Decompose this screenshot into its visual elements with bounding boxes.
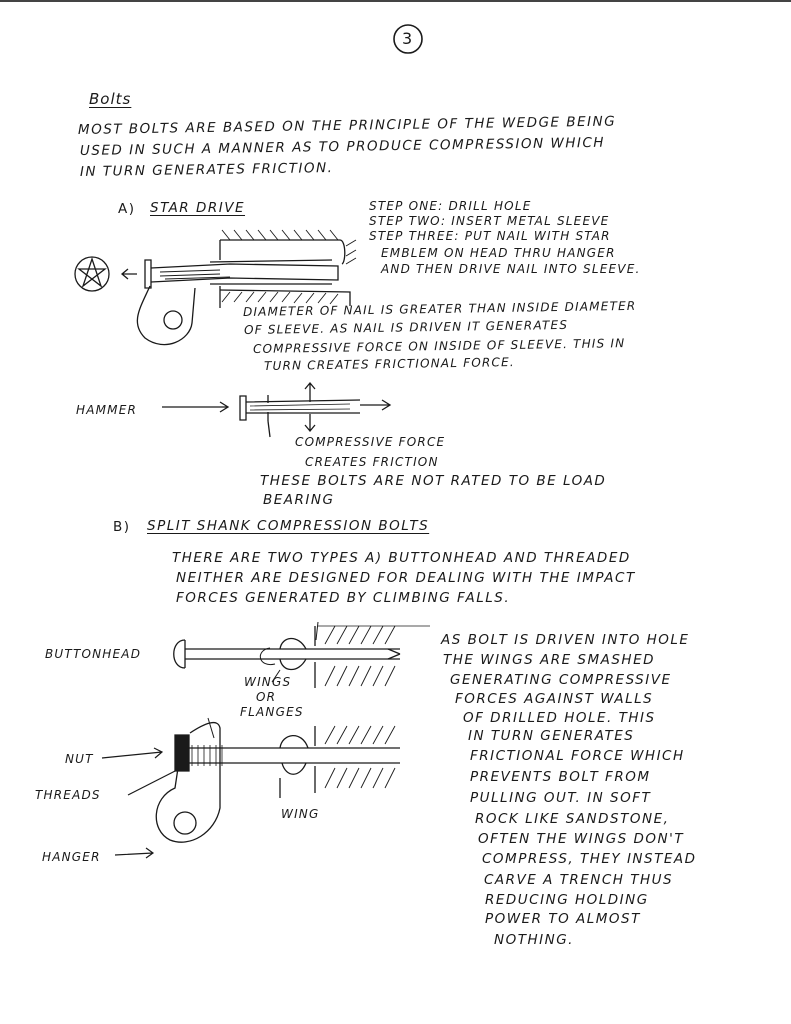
wings-label-2: OR xyxy=(256,690,277,704)
explanation-b-line-15: POWER TO ALMOST xyxy=(485,911,641,927)
step-line-2: STEP TWO: INSERT METAL SLEEVE xyxy=(369,214,610,228)
split-shank-drawing xyxy=(130,618,430,883)
explanation-b-line-1: AS BOLT IS DRIVEN INTO HOLE xyxy=(441,632,690,648)
section-a-marker: A) xyxy=(118,201,136,217)
explanation-b-line-12: COMPRESS, THEY INSTEAD xyxy=(482,851,697,867)
types-line-2: NEITHER ARE DESIGNED FOR DEALING WITH THE IMPACT xyxy=(176,570,636,586)
section-b-marker: B) xyxy=(113,519,131,535)
wing-label: WING xyxy=(281,807,320,821)
explanation-b-line-6: IN TURN GENERATES xyxy=(468,728,635,744)
step-line-3: STEP THREE: PUT NAIL WITH STAR xyxy=(369,229,611,243)
hammer-nail-diagram xyxy=(150,375,410,465)
section-b-title: SPLIT SHANK COMPRESSION BOLTS xyxy=(147,518,430,534)
compressive-label-2: CREATES FRICTION xyxy=(305,455,439,469)
intro-line-2: USED IN SUCH A MANNER AS TO PRODUCE COMPRESSION WHICH xyxy=(79,134,606,159)
heading: Bolts xyxy=(89,90,132,108)
hanger-pointer xyxy=(113,845,158,863)
nut-label: NUT xyxy=(65,752,94,766)
threads-label: THREADS xyxy=(35,788,101,802)
explanation-a-line-3: COMPRESSIVE FORCE ON INSIDE OF SLEEVE. THIS IN xyxy=(252,336,626,356)
explanation-b-line-13: CARVE A TRENCH THUS xyxy=(484,872,674,888)
explanation-b-line-3: GENERATING COMPRESSIVE xyxy=(450,672,672,688)
step-line-5: AND THEN DRIVE NAIL INTO SLEEVE. xyxy=(381,262,641,276)
buttonhead-label: BUTTONHEAD xyxy=(45,647,142,661)
note-line-1: THESE BOLTS ARE NOT RATED TO BE LOAD xyxy=(260,473,607,489)
hammer-label: HAMMER xyxy=(76,403,138,417)
explanation-a-line-2: OF SLEEVE. AS NAIL IS DRIVEN IT GENERATES xyxy=(243,317,569,337)
explanation-b-line-5: OF DRILLED HOLE. THIS xyxy=(463,710,656,726)
threads-pointer xyxy=(126,765,186,800)
explanation-a-line-4: TURN CREATES FRICTIONAL FORCE. xyxy=(263,355,515,373)
types-line-1: THERE ARE TWO TYPES A) BUTTONHEAD AND THREADED xyxy=(172,550,631,566)
star-emblem-icon xyxy=(75,257,109,291)
section-a-title: STAR DRIVE xyxy=(150,200,246,216)
explanation-b-line-16: NOTHING. xyxy=(494,932,574,948)
explanation-b-line-4: FORCES AGAINST WALLS xyxy=(455,691,654,707)
explanation-b-line-14: REDUCING HOLDING xyxy=(485,892,649,908)
intro-line-3: IN TURN GENERATES FRICTION. xyxy=(79,160,334,180)
explanation-b-line-2: THE WINGS ARE SMASHED xyxy=(443,652,656,668)
types-line-3: FORCES GENERATED BY CLIMBING FALLS. xyxy=(176,590,511,606)
note-line-2: BEARING xyxy=(263,492,335,508)
page-number: 3 xyxy=(402,29,413,48)
wings-label-1: WINGS xyxy=(244,675,292,689)
wings-label-3: FLANGES xyxy=(240,705,304,719)
compressive-label-1: COMPRESSIVE FORCE xyxy=(295,435,446,449)
step-line-1: STEP ONE: DRILL HOLE xyxy=(369,199,532,213)
explanation-b-line-10: ROCK LIKE SANDSTONE, xyxy=(475,811,670,827)
intro-line-1: MOST BOLTS ARE BASED ON THE PRINCIPLE OF THE WEDGE BEING xyxy=(77,113,617,138)
explanation-b-line-11: OFTEN THE WINGS DON'T xyxy=(478,831,685,847)
step-line-4: EMBLEM ON HEAD THRU HANGER xyxy=(381,246,616,260)
explanation-b-line-7: FRICTIONAL FORCE WHICH xyxy=(470,748,685,764)
explanation-a-line-1: DIAMETER OF NAIL IS GREATER THAN INSIDE DIAMETER xyxy=(242,298,637,319)
explanation-b-line-8: PREVENTS BOLT FROM xyxy=(470,769,651,785)
hanger-label: HANGER xyxy=(42,850,101,864)
explanation-b-line-9: PULLING OUT. IN SOFT xyxy=(470,790,652,806)
